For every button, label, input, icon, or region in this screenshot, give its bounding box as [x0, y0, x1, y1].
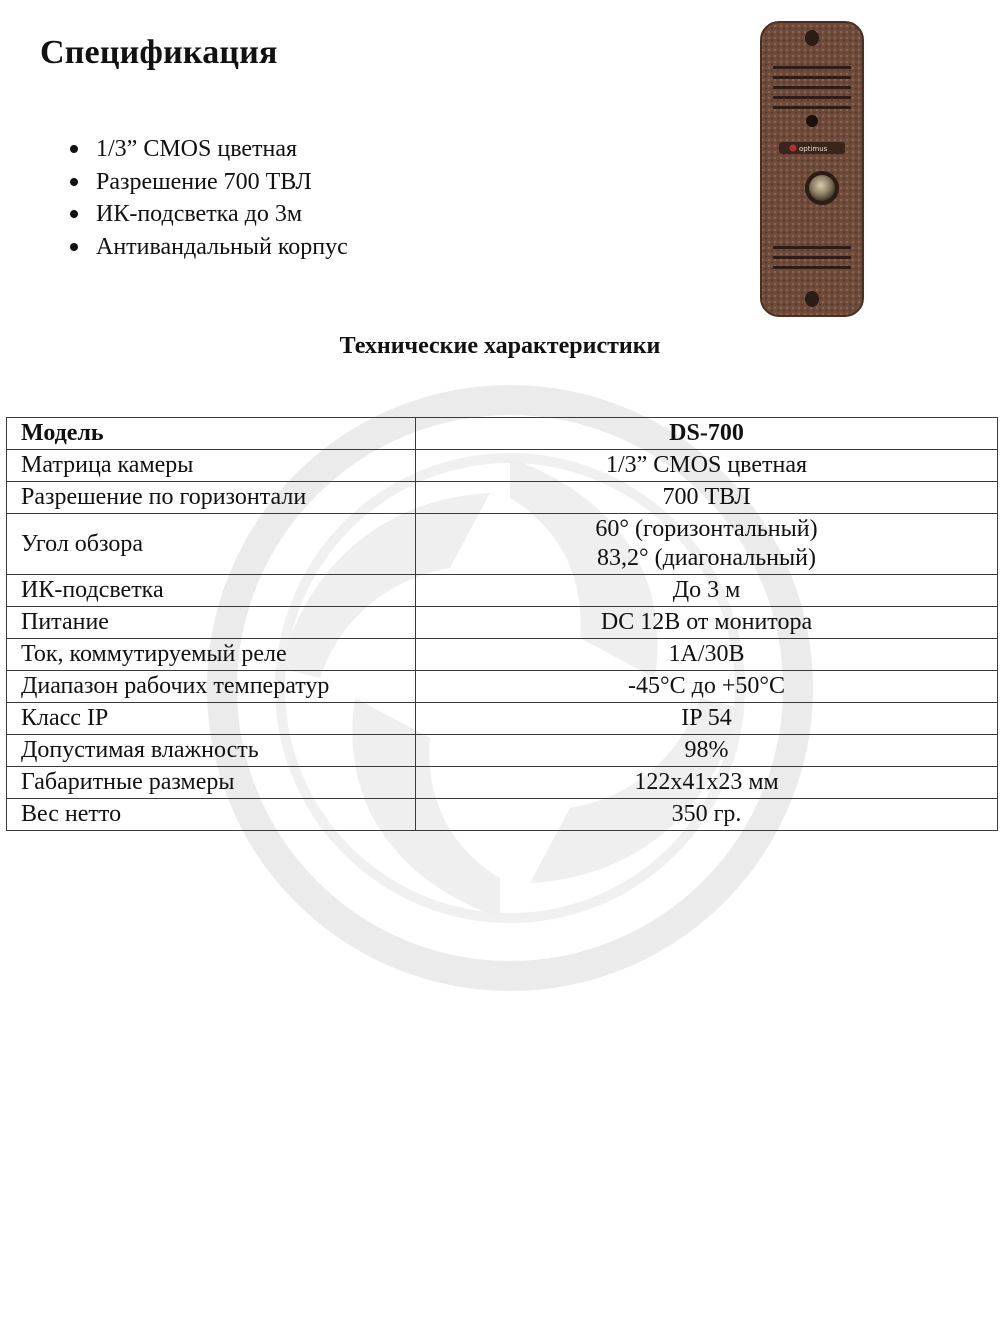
param-cell: Допустимая влажность [7, 735, 416, 767]
value-cell: 98% [416, 735, 998, 767]
bullet-icon [70, 243, 78, 251]
bullet-icon [70, 178, 78, 186]
param-cell: Класс IP [7, 703, 416, 735]
value-cell: 1/3” CMOS цветная [416, 450, 998, 482]
value-cell: 700 ТВЛ [416, 482, 998, 514]
table-row [7, 767, 998, 799]
value-line: 83,2° (диагональный) [597, 545, 816, 571]
param-cell: Вес нетто [7, 799, 416, 831]
table-row [7, 703, 998, 735]
param-cell: Угол обзора [7, 514, 416, 575]
table-row [7, 671, 998, 703]
feature-text: Разрешение 700 ТВЛ [96, 168, 312, 195]
list-item [68, 198, 348, 231]
table-row [7, 607, 998, 639]
table-header-row [7, 418, 998, 450]
bullet-icon [70, 145, 78, 153]
value-cell: -45°С до +50°С [416, 671, 998, 703]
table-row [7, 450, 998, 482]
param-cell: Диапазон рабочих температур [7, 671, 416, 703]
feature-text: ИК-подсветка до 3м [96, 201, 303, 227]
param-cell: Матрица камеры [7, 450, 416, 482]
table-header-value: DS-700 [416, 418, 998, 450]
table-row [7, 514, 998, 575]
page-title: Спецификация [40, 34, 278, 71]
param-cell: Ток, коммутируемый реле [7, 639, 416, 671]
feature-list [68, 133, 348, 263]
table-row [7, 799, 998, 831]
device-logo-text: optimus [799, 145, 828, 153]
param-cell: Питание [7, 607, 416, 639]
value-cell [416, 514, 998, 575]
value-cell: 122x41x23 мм [416, 767, 998, 799]
param-cell: Разрешение по горизонтали [7, 482, 416, 514]
value-cell: До 3 м [416, 575, 998, 607]
value-line: 60° (горизонтальный) [595, 516, 818, 542]
list-item [68, 133, 348, 166]
table-header-param: Модель [7, 418, 416, 450]
table-row [7, 735, 998, 767]
value-cell: 350 гр. [416, 799, 998, 831]
table-row [7, 482, 998, 514]
value-cell: DC 12В от монитора [416, 607, 998, 639]
table-row [7, 639, 998, 671]
section-title: Технические характеристики [339, 333, 661, 359]
param-cell: Габаритные размеры [7, 767, 416, 799]
bullet-icon [70, 210, 78, 218]
list-item [68, 231, 348, 264]
list-item [68, 166, 348, 199]
feature-text: 1/3” CMOS цветная [96, 136, 298, 162]
specs-table [6, 417, 998, 831]
table-row [7, 575, 998, 607]
device-photo [755, 18, 869, 318]
feature-text: Антивандальный корпус [96, 233, 348, 260]
value-cell: IP 54 [416, 703, 998, 735]
value-cell: 1А/30В [416, 639, 998, 671]
param-cell: ИК-подсветка [7, 575, 416, 607]
